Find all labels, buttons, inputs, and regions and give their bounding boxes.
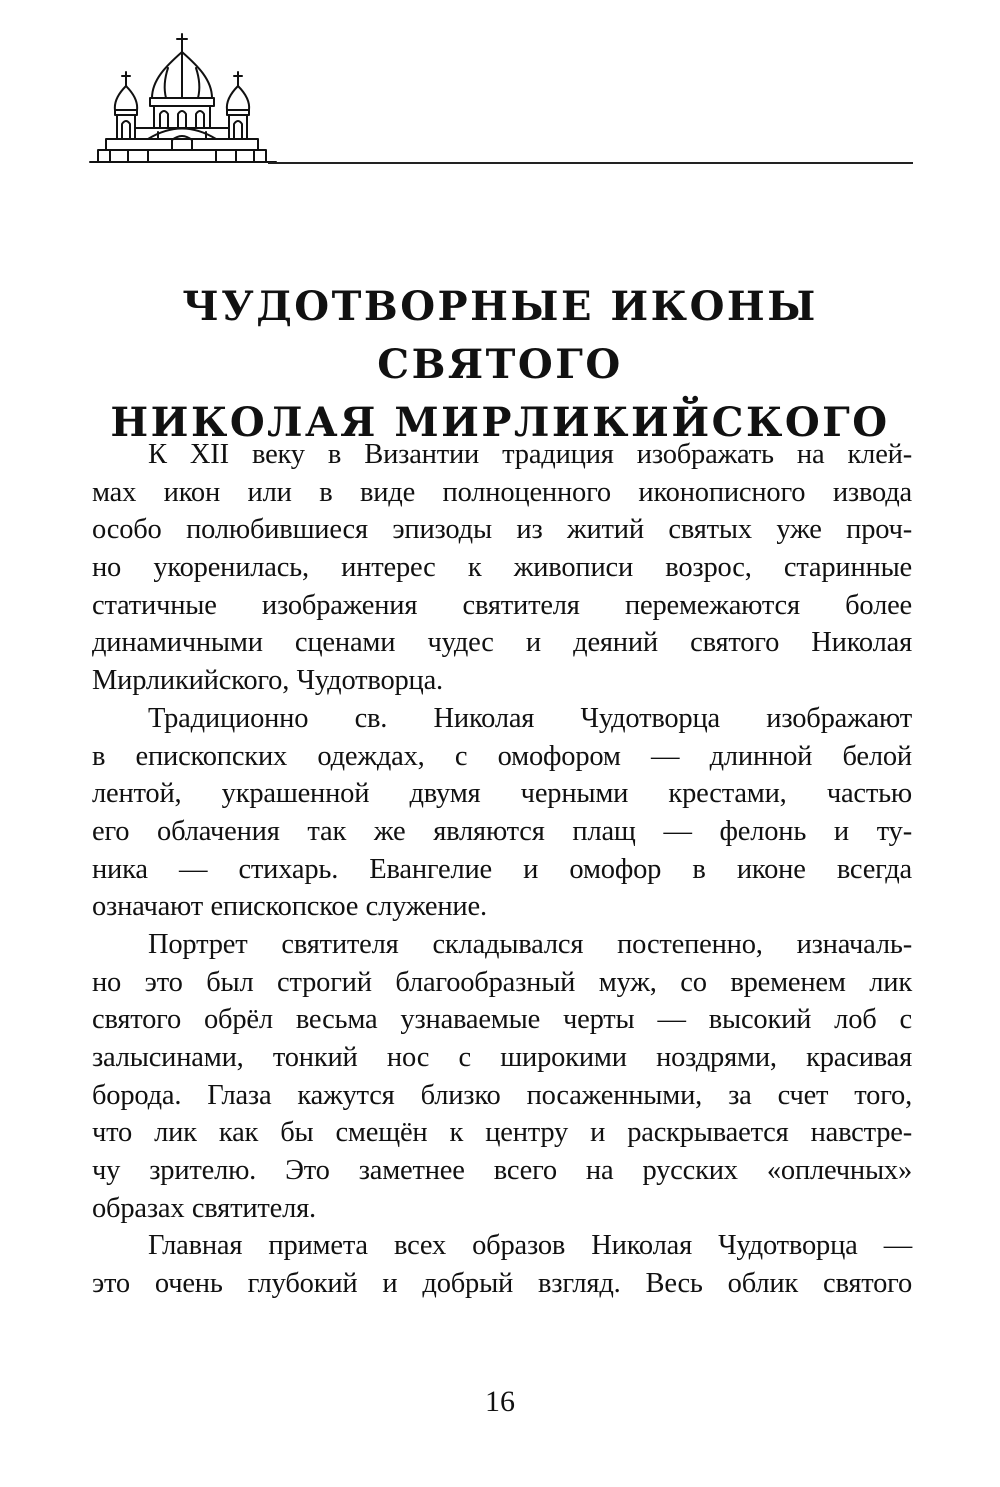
text-line: ника — стихарь. Евангелие и омофор в иконе всегда [92,853,912,885]
text-line: залысинами, тонкий нос с широкими ноздрями, красивая [92,1042,912,1073]
body-text [92,436,912,1303]
paragraph-4 [92,1227,912,1302]
text-line: святого обрёл весьма узнаваемые черты — высокий лоб с [92,1004,912,1036]
text-line: особо полюбившиеся эпизоды из житий святых уже проч- [92,514,912,546]
page-number: 16 [485,1385,515,1418]
text-line: статичные изображения святителя перемежаются более [92,589,912,621]
text-line: чу зрителю. Это заметнее всего на русских «оплечных» [92,1155,912,1187]
chapter-title [60,278,940,452]
text-line: это очень глубокий и добрый взгляд. Весь облик святого [92,1268,912,1300]
paragraph-2 [92,700,912,926]
text-line: мах икон или в виде полноценного иконописного извода [92,476,912,508]
text-line: К XII веку в Византии традиция изображать на клей- [148,439,912,470]
text-line: динамичными сценами чудес и деяний святого Николая [92,627,912,659]
text-line: но укоренилась, интерес к живописи возрос, старинные [92,552,912,584]
page-header [88,28,913,168]
header-divider [268,162,913,164]
cathedral-with-domes-icon [88,28,278,168]
text-line: Мирликийского, Чудотворца. [92,665,443,697]
text-line: образах святителя. [92,1192,316,1224]
chapter-title-line-2: НИКОЛАЯ МИРЛИКИЙСКОГО [110,399,890,446]
paragraph-1 [92,436,912,700]
text-line: Портрет святителя складывался постепенно, изначаль- [148,928,912,960]
text-line: лентой, украшенной двумя черными крестами, частью [92,778,912,810]
text-line: что лик как бы смещён к центру и раскрывается навстре- [92,1117,912,1149]
text-line: Главная примета всех образов Николая Чудотворца — [148,1230,912,1262]
text-line: в епископских одеждах, с омофором — длинной белой [92,740,912,772]
text-line: но это был строгий благообразный муж, со временем лик [92,966,912,998]
text-line: Традиционно св. Николая Чудотворца изображают [148,702,912,734]
text-line: означают епископское служение. [92,891,487,923]
text-line: его облачения так же являются плащ — фелонь и ту- [92,815,912,847]
text-line: борода. Глаза кажутся близко посаженными, за счет того, [92,1079,912,1111]
chapter-title-line-1: ЧУДОТВОРНЫЕ ИКОНЫ СВЯТОГО [182,283,818,388]
paragraph-3 [92,926,912,1228]
